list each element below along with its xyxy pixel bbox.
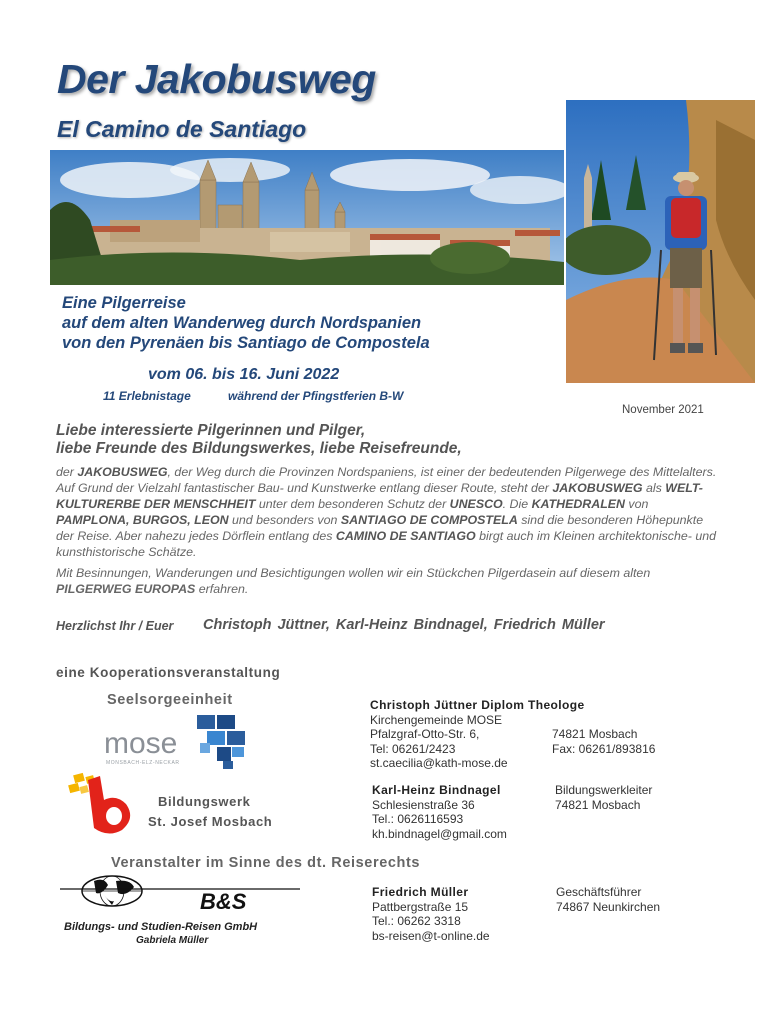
contact-name: Karl-Heinz Bindnagel [372, 783, 501, 797]
page-title: Der Jakobusweg [57, 56, 376, 102]
body-text-run: unter dem besonderen Schutz der [255, 497, 450, 511]
contact-tel: Tel.: 06262 3318 [372, 914, 461, 928]
intro-line-1: Eine Pilgerreise [62, 294, 186, 312]
emphasis-text: PAMPLONA, BURGOS, LEON [56, 513, 229, 527]
contact-name: Christoph Jüttner Diplom Theologe [370, 698, 585, 712]
greeting-line-2: liebe Freunde des Bildungswerkes, liebe Reisefreunde, [56, 440, 462, 457]
intro-line-2: auf dem alten Wanderweg durch Nordspanien [62, 314, 422, 332]
contact-org: Kirchengemeinde MOSE [370, 712, 503, 727]
letter-paragraph-2 [56, 565, 720, 597]
bs-reisen-logo [60, 875, 304, 947]
contact-fax: Fax: 06261/893816 [552, 741, 656, 756]
emphasis-text: PILGERWEG EUROPAS [56, 582, 196, 596]
seelsorge-heading: Seelsorgeeinheit [107, 692, 233, 708]
body-text-run: . Die [502, 497, 532, 511]
letter-signatories: Christoph Jüttner, Karl-Heinz Bindnagel, Friedrich Müller [203, 617, 605, 633]
emphasis-text: UNESCO [449, 497, 503, 511]
cooperation-heading: eine Kooperationsveranstaltung [56, 665, 281, 680]
letter-regards: Herzlichst Ihr / Euer [56, 619, 174, 633]
body-text-run: , der Weg durch die Provinzen Nordspaniens, ist einer der bedeutenden Pilgerwege des Mittelalters. Auf Grund der Vielzahl fantastischer Bau- und Kunstwerke entlang dieser Route, steht der [56, 465, 717, 495]
contact-mueller [372, 885, 490, 943]
trip-dates: vom 06. bis 16. Juni 2022 [148, 366, 340, 383]
contact-bindnagel [372, 783, 507, 841]
emphasis-text: KATHEDRALEN [531, 497, 625, 511]
contact-role: Geschäftsführer [556, 885, 642, 899]
bildungswerk-line-1: Bildungswerk [158, 794, 251, 809]
contact-city: 74867 Neunkirchen [556, 899, 661, 914]
body-text-run: und besonders von [228, 513, 341, 527]
mose-logo-subtext: MONSBACH-ELZ-NECKAR [106, 760, 180, 766]
contact-name: Friedrich Müller [372, 885, 469, 899]
mose-logo-text: mose [104, 727, 178, 760]
emphasis-text: WELT-KULTURERBE DER MENSCHHEIT [56, 481, 703, 511]
contact-email[interactable]: st.caecilia@kath-mose.de [370, 756, 508, 770]
bs-logo-name: B&S [200, 889, 247, 914]
bildungswerk-logo [66, 770, 136, 836]
bs-logo-line2: Gabriela Müller [136, 935, 209, 946]
body-text-run: birgt auch im Kleinen architektonische- und kunsthistorische Schätze. [56, 529, 717, 559]
trip-days: 11 Erlebnistage [103, 389, 191, 403]
trip-holidays: während der Pfingstferien B-W [228, 389, 404, 403]
contact-street: Pattbergstraße 15 [372, 899, 469, 914]
contact-bindnagel-right [555, 783, 652, 812]
body-text-run: sind die besonderen Höhepunkte der Reise. Aber nahezu jedes Dörflein entlang des [56, 513, 704, 543]
contact-role: Bildungswerkleiter [555, 783, 653, 797]
emphasis-text: CAMINO DE SANTIAGO [335, 529, 476, 543]
contact-street: Schlesienstraße 36 [372, 797, 475, 812]
bs-logo-line1: Bildungs- und Studien-Reisen GmbH [64, 921, 258, 933]
greeting-line-1: Liebe interessierte Pilgerinnen und Pilger, [56, 422, 366, 439]
mose-logo [104, 713, 256, 769]
contact-tel: Tel: 06261/2423 [370, 741, 456, 756]
contact-city: 74821 Mosbach [552, 727, 638, 741]
body-text-run: erfahren. [195, 582, 249, 596]
letter-paragraph-1 [56, 464, 720, 560]
body-text-run: Mit Besinnungen, Wanderungen und Besichtigungen wollen wir ein Stückchen Pilgerdasein auf diesem alten [56, 566, 651, 580]
organizer-heading: Veranstalter im Sinne des dt. Reiserechts [111, 855, 421, 871]
body-text-run: von [624, 497, 649, 511]
contact-street: Pfalzgraf-Otto-Str. 6, [370, 727, 480, 741]
cathedral-city-photo [50, 150, 564, 285]
contact-juettner-right [552, 727, 655, 756]
body-text-run: als [642, 481, 666, 495]
intro-line-3: von den Pyrenäen bis Santiago de Compostela [62, 334, 430, 352]
body-text-run: der [56, 465, 78, 479]
emphasis-text: JAKOBUSWEG [552, 481, 643, 495]
emphasis-text: SANTIAGO DE COMPOSTELA [340, 513, 518, 527]
contact-email[interactable]: bs-reisen@t-online.de [372, 928, 490, 943]
emphasis-text: JAKOBUSWEG [77, 465, 168, 479]
bildungswerk-line-2: St. Josef Mosbach [148, 814, 273, 829]
letter-date: November 2021 [622, 404, 704, 416]
page-subtitle: El Camino de Santiago [57, 116, 307, 142]
contact-email[interactable]: kh.bindnagel@gmail.com [372, 826, 507, 841]
pilgrim-hiker-photo [566, 100, 755, 383]
contact-tel: Tel.: 0626116593 [372, 812, 464, 826]
contact-city: 74821 Mosbach [555, 797, 641, 812]
contact-mueller-right [556, 885, 660, 914]
